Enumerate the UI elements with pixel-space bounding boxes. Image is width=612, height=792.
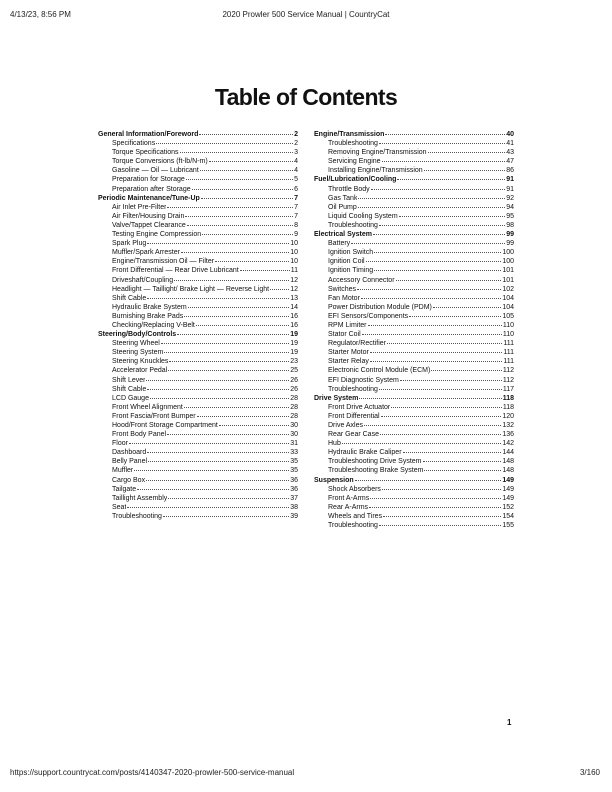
dot-leader (369, 500, 501, 508)
toc-entry-page: 100 (502, 258, 514, 266)
toc-entry-label: Seat (112, 503, 127, 511)
toc-entry-label: Liquid Cooling System (328, 212, 398, 220)
toc-entry-label: Hydraulic Brake System (112, 303, 187, 311)
toc-entry-label: Dashboard (112, 449, 147, 457)
dot-leader (424, 163, 506, 171)
toc-entry-label: Shift Cable (112, 294, 147, 302)
toc-entry-label: Steering Knuckles (112, 358, 169, 366)
dot-leader (199, 127, 293, 135)
toc-entry-page: 7 (294, 203, 298, 211)
dot-leader (358, 200, 505, 208)
toc-entry-page: 110 (502, 321, 514, 329)
toc-entry-page: 104 (502, 303, 514, 311)
dot-leader (148, 454, 289, 462)
dot-leader (174, 273, 289, 281)
toc-entry-label: Shift Lever (112, 376, 146, 384)
toc-entry-label: Front Differential (328, 412, 380, 420)
browser-header-datetime: 4/13/23, 8:56 PM (10, 10, 71, 19)
toc-entry-label: Air Filter/Housing Drain (112, 212, 185, 220)
dot-leader (370, 345, 503, 353)
toc-entry-label: Rear A-Arms (328, 503, 369, 511)
dot-leader (359, 391, 501, 399)
dot-leader (167, 427, 289, 435)
toc-entry-page: 31 (290, 440, 298, 448)
toc-entry-label: Power Distribution Module (PDM) (328, 303, 432, 311)
dot-leader (184, 400, 289, 408)
dot-leader (391, 400, 502, 408)
dot-leader (169, 354, 289, 362)
dot-leader (364, 418, 501, 426)
dot-leader (387, 336, 502, 344)
toc-entry-page: 91 (506, 185, 514, 193)
toc-entry-page: 98 (506, 221, 514, 229)
toc-entry-label: Throttle Body (328, 185, 370, 193)
toc-entry-label: Installing Engine/Transmission (328, 167, 423, 175)
toc-entry-label: Regulator/Rectifier (328, 340, 386, 348)
toc-entry-page: 7 (294, 194, 298, 202)
toc-entry-page: 33 (290, 449, 298, 457)
dot-leader (428, 145, 506, 153)
dot-leader (184, 309, 289, 317)
toc-entry-page: 118 (502, 394, 514, 402)
toc-entry-page: 19 (290, 349, 298, 357)
dot-leader (146, 473, 289, 481)
toc-entry-label: Gas Tank (328, 194, 358, 202)
browser-footer-url: https://support.countrycat.com/posts/4140347-2020-prowler-500-service-manual (10, 768, 295, 777)
toc-entry-label: Shock Absorbers (328, 485, 381, 493)
dot-leader (385, 127, 505, 135)
toc-entry-page: 102 (502, 285, 514, 293)
dot-leader (202, 227, 293, 235)
toc-entry-label: Burnishing Brake Pads (112, 312, 184, 320)
toc-entry-label: Hub (328, 440, 341, 448)
toc-entry[interactable] (314, 519, 514, 528)
toc-entry-label: Starter Relay (328, 358, 369, 366)
dot-leader (215, 254, 289, 262)
browser-header-title: 2020 Prowler 500 Service Manual | CountryCat (222, 10, 390, 19)
toc-entry-label: Fan Motor (328, 294, 360, 302)
toc-entry-page: 100 (502, 249, 514, 257)
toc-entry-page: 28 (290, 403, 298, 411)
dot-leader (357, 282, 501, 290)
toc-entry-page: 112 (502, 376, 514, 384)
toc-entry-page: 35 (290, 467, 298, 475)
dot-leader (379, 518, 501, 526)
dot-leader (383, 509, 501, 517)
toc-entry-label: Steering System (112, 349, 164, 357)
toc-entry-label: Electronic Control Module (ECM) (328, 367, 431, 375)
dot-leader (380, 427, 501, 435)
toc-entry-page: 11 (290, 267, 298, 275)
toc-entry-label: Troubleshooting (328, 221, 378, 229)
toc-entry-page: 38 (290, 503, 298, 511)
toc-entry-label: Torque Conversions (ft-lb/N-m) (112, 158, 208, 166)
toc-entry-label: Oil Pump (328, 203, 357, 211)
dot-leader (201, 191, 293, 199)
toc-entry-label: Wheels and Tires (328, 512, 383, 520)
toc-entry-page: 142 (502, 440, 514, 448)
toc-entry-label: Troubleshooting Brake System (328, 467, 424, 475)
dot-leader (137, 482, 289, 490)
toc-entry-label: Tailgate (112, 485, 137, 493)
toc-entry-page: 16 (290, 321, 298, 329)
dot-leader (163, 509, 289, 517)
dot-leader (188, 300, 290, 308)
toc-entry-label: Floor (112, 440, 128, 448)
toc-entry-page: 40 (506, 131, 514, 138)
dot-leader (147, 236, 289, 244)
toc-left-column (98, 128, 298, 519)
toc-entry-label: Hood/Front Storage Compartment (112, 422, 218, 429)
dot-leader (164, 345, 289, 353)
dot-leader (150, 391, 289, 399)
toc-entry-label: Front Fascia/Front Bumper (112, 412, 196, 420)
toc-entry-label: Battery (328, 240, 351, 248)
dot-leader (180, 145, 294, 153)
browser-footer-page-count: 3/160 (579, 768, 600, 777)
toc-entry-page: 28 (290, 412, 298, 420)
toc-entry-label: Troubleshooting Drive System (328, 458, 422, 466)
dot-leader (371, 182, 506, 190)
toc-entry-label: Belly Panel (112, 458, 148, 466)
dot-leader (431, 363, 502, 371)
toc-entry-label: Muffler (112, 467, 134, 475)
toc-entry-label: Troubleshooting (328, 522, 378, 530)
toc-entry-label: Front Body Panel (112, 431, 167, 439)
dot-leader (379, 382, 502, 390)
toc-entry-page: 101 (502, 267, 514, 275)
toc-entry-page: 4 (294, 167, 298, 175)
dot-leader (167, 200, 293, 208)
dot-leader (185, 209, 293, 217)
dot-leader (342, 436, 501, 444)
toc-entry-page: 111 (503, 349, 514, 357)
toc-entry-page: 14 (290, 303, 298, 311)
dot-leader (355, 473, 502, 481)
toc-entry-page: 9 (294, 231, 298, 239)
toc-entry-label: Preparation for Storage (112, 176, 185, 184)
toc-entry-page: 19 (290, 331, 298, 339)
toc-entry-label: RPM Limiter (328, 321, 367, 329)
document-page-number: 1 (507, 718, 512, 727)
dot-leader (146, 373, 289, 381)
dot-leader (181, 245, 289, 253)
toc-entry-page: 95 (506, 212, 514, 220)
toc-entry-page: 30 (290, 422, 298, 429)
dot-leader (379, 218, 505, 226)
toc-entry-label: Rear Gear Case (328, 431, 379, 439)
toc-entry-page: 16 (290, 312, 298, 320)
dot-leader (362, 327, 502, 335)
dot-leader (219, 418, 289, 426)
toc-entry-page: 110 (502, 331, 514, 339)
dot-leader (381, 409, 502, 417)
dot-leader (382, 154, 506, 162)
toc-entry-page: 6 (294, 185, 298, 193)
toc-entry-page: 132 (502, 422, 514, 429)
toc-entry-label: Switches (328, 285, 357, 293)
toc-entry[interactable] (98, 510, 298, 519)
toc-entry-label: EFI Diagnostic System (328, 376, 399, 384)
toc-entry-label: Front Differential — Rear Drive Lubricant (112, 267, 239, 275)
toc-entry-page: 8 (294, 221, 298, 229)
toc-entry-label: Front Wheel Alignment (112, 403, 183, 411)
dot-leader (156, 136, 293, 144)
toc-entry-label: Muffler/Spark Arrester (112, 249, 180, 257)
dot-leader (423, 454, 502, 462)
toc-entry-page: 47 (506, 158, 514, 166)
toc-entry-page: 105 (502, 312, 514, 320)
toc-entry-label: Valve/Tappet Clearance (112, 221, 186, 229)
dot-leader (147, 445, 289, 453)
dot-leader (397, 172, 505, 180)
dot-leader (186, 172, 293, 180)
toc-entry-page: 4 (294, 158, 298, 166)
toc-entry-page: 91 (506, 176, 514, 184)
toc-entry-page: 30 (290, 431, 298, 439)
toc-entry-page: 10 (290, 240, 298, 248)
toc-entry-page: 39 (290, 512, 298, 520)
toc-entry-page: 136 (502, 431, 514, 439)
toc-entry-label: Taillight Assembly (112, 494, 168, 502)
toc-entry-page: 12 (290, 285, 298, 293)
dot-leader (358, 191, 505, 199)
toc-entry-page: 148 (502, 458, 514, 466)
dot-leader (187, 218, 293, 226)
dot-leader (200, 163, 293, 171)
toc-entry-page: 28 (290, 394, 298, 402)
dot-leader (374, 245, 501, 253)
dot-leader (161, 336, 289, 344)
dot-leader (270, 282, 289, 290)
dot-leader (409, 309, 501, 317)
toc-entry-label: Electrical System (314, 231, 372, 239)
toc-entry-page: 104 (502, 294, 514, 302)
toc-entry-label: EFI Sensors/Components (328, 312, 409, 320)
toc-entry-label: Shift Cable (112, 385, 147, 393)
toc-entry-page: 99 (506, 231, 514, 239)
toc-entry-label: Front A-Arms (328, 494, 370, 502)
dot-leader (147, 382, 289, 390)
toc-entry-page: 36 (290, 476, 298, 484)
toc-entry-page: 36 (290, 485, 298, 493)
dot-leader (209, 154, 293, 162)
toc-entry-label: Removing Engine/Transmission (328, 149, 427, 157)
toc-entry-page: 26 (290, 376, 298, 384)
toc-entry-label: Specifications (112, 140, 156, 148)
toc-entry-label: Headlight — Taillight/ Brake Light — Reverse Light (112, 285, 270, 293)
toc-entry-label: Servicing Engine (328, 158, 381, 166)
toc-entry-label: LCD Gauge (112, 394, 149, 402)
toc-entry-label: Driveshaft/Coupling (112, 276, 174, 284)
dot-leader (197, 409, 290, 417)
toc-entry-label: Stator Coil (328, 331, 361, 339)
toc-entry-page: 112 (502, 367, 514, 375)
toc-entry-page: 94 (506, 203, 514, 211)
dot-leader (368, 318, 502, 326)
dot-leader (370, 354, 503, 362)
toc-entry-page: 23 (290, 358, 298, 366)
dot-leader (433, 300, 501, 308)
dot-leader (379, 136, 505, 144)
dot-leader (370, 491, 501, 499)
toc-entry-page: 26 (290, 385, 298, 393)
toc-entry-label: Front Drive Actuator (328, 403, 391, 411)
dot-leader (396, 273, 502, 281)
toc-entry-page: 117 (502, 385, 514, 393)
toc-entry-page: 7 (294, 212, 298, 220)
toc-entry-label: Accelerator Pedal (112, 367, 168, 375)
toc-entry-page: 41 (506, 140, 514, 148)
dot-leader (399, 209, 506, 217)
dot-leader (129, 436, 289, 444)
toc-entry-page: 3 (294, 149, 298, 157)
toc-entry-label: Engine/Transmission (314, 131, 385, 138)
toc-entry-label: Drive System (314, 394, 359, 402)
toc-entry-page: 118 (502, 403, 514, 411)
toc-entry-page: 2 (294, 140, 298, 148)
dot-leader (424, 463, 501, 471)
toc-entry-label: Gasoline — Oil — Lubricant (112, 167, 199, 175)
toc-entry-page: 86 (506, 167, 514, 175)
toc-entry-label: Troubleshooting (328, 385, 378, 393)
toc-entry-page: 149 (502, 485, 514, 493)
toc-entry-page: 101 (502, 276, 514, 284)
dot-leader (373, 227, 505, 235)
toc-entry-label: Troubleshooting (328, 140, 378, 148)
toc-entry-page: 155 (502, 522, 514, 530)
toc-entry-label: Steering/Body/Controls (98, 331, 177, 339)
toc-entry-label: Spark Plug (112, 240, 147, 248)
dot-leader (168, 491, 289, 499)
toc-entry-page: 111 (503, 340, 514, 348)
toc-entry-label: Engine/Transmission Oil — Filter (112, 258, 215, 266)
toc-entry-label: Suspension (314, 476, 354, 484)
toc-entry-page: 13 (290, 294, 298, 302)
toc-entry-page: 120 (502, 412, 514, 420)
toc-entry-page: 99 (506, 240, 514, 248)
toc-entry-page: 25 (290, 367, 298, 375)
toc-entry-label: Air Inlet Pre-Filter (112, 203, 167, 211)
dot-leader (177, 327, 289, 335)
dot-leader (168, 363, 289, 371)
dot-leader (374, 263, 501, 271)
toc-entry-page: 92 (506, 194, 514, 202)
toc-entry-page: 148 (502, 467, 514, 475)
dot-leader (403, 445, 502, 453)
toc-entry[interactable] (98, 274, 298, 283)
toc-entry-label: Ignition Switch (328, 249, 374, 257)
toc-entry-label: Testing Engine Compression (112, 231, 202, 239)
dot-leader (382, 482, 501, 490)
toc-entry-label: Fuel/Lubrication/Cooling (314, 176, 397, 184)
dot-leader (351, 236, 505, 244)
toc-entry-page: 43 (506, 149, 514, 157)
toc-entry-page: 37 (290, 494, 298, 502)
toc-entry-page: 144 (502, 449, 514, 457)
dot-leader (361, 291, 501, 299)
toc-entry-label: Steering Wheel (112, 340, 160, 348)
toc-entry-page: 2 (294, 131, 298, 138)
toc-entry-label: Torque Specifications (112, 149, 179, 157)
toc-right-column (314, 128, 514, 528)
toc-entry-page: 5 (294, 176, 298, 184)
toc-entry-page: 12 (290, 276, 298, 284)
toc-entry-label: Cargo Box (112, 476, 146, 484)
toc-entry-page: 10 (290, 249, 298, 257)
toc-entry-label: Checking/Replacing V-Belt (112, 321, 195, 329)
dot-leader (147, 291, 289, 299)
toc-entry-label: Periodic Maintenance/Tune-Up (98, 194, 200, 202)
toc-entry-label: Drive Axles (328, 422, 364, 429)
toc-entry-label: Troubleshooting (112, 512, 162, 520)
toc-entry-label: Starter Motor (328, 349, 369, 357)
toc-entry-label: General Information/Foreword (98, 131, 199, 138)
page-title: Table of Contents (214, 84, 398, 110)
dot-leader (134, 463, 289, 471)
toc-entry-page: 154 (502, 512, 514, 520)
toc-entry-label: Preparation after Storage (112, 185, 191, 193)
toc-entry-label: Ignition Timing (328, 267, 374, 275)
toc-entry-page: 149 (502, 476, 514, 484)
toc-entry-label: Ignition Coil (328, 258, 365, 266)
dot-leader (400, 373, 502, 381)
dot-leader (127, 500, 289, 508)
toc-entry-label: Accessory Connector (328, 276, 395, 284)
toc-entry-label: Hydraulic Brake Caliper (328, 449, 402, 457)
toc-entry-page: 152 (502, 503, 514, 511)
dot-leader (366, 254, 502, 262)
toc-entry-page: 149 (502, 494, 514, 502)
dot-leader (196, 318, 289, 326)
dot-leader (240, 263, 290, 271)
toc-entry-page: 19 (290, 340, 298, 348)
dot-leader (192, 182, 293, 190)
toc-entry-page: 10 (290, 258, 298, 266)
toc-entry-page: 111 (503, 358, 514, 366)
toc-entry-page: 35 (290, 458, 298, 466)
